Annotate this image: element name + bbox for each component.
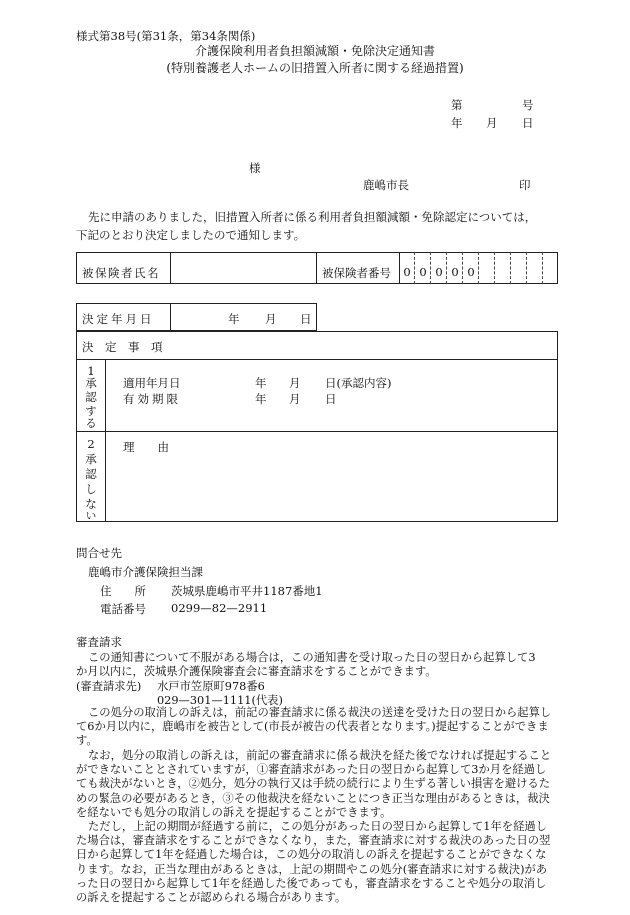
deny-label-char: 承 (85, 452, 97, 466)
contact-heading: 問合せ先 (76, 546, 122, 560)
insured-number-digit: 0 (467, 265, 475, 279)
insured-number-digit: 0 (435, 265, 443, 279)
issue-month: 月 (486, 116, 498, 130)
intro-line-1: 先に申請のありました，旧措置入所者に係る利用者負担額減額・免除認定については， (88, 210, 537, 224)
approve-number: 1 (87, 364, 95, 378)
insured-number-digit: 0 (451, 265, 459, 279)
appeal-p1-line1: この通知書について不服がある場合は，この通知書を受け取った日の翌日から起算して3 (88, 651, 536, 664)
insured-number-digit: 0 (419, 265, 427, 279)
deny-label-char: な (85, 497, 97, 511)
applied-month: 月 (289, 376, 301, 390)
issue-year: 年 (451, 116, 463, 130)
deny-label-char: 認 (85, 467, 97, 481)
valid-period-label: 有効期限 (123, 392, 181, 406)
decision-items-label: 決 定 事 項 (82, 340, 163, 354)
appeal-heading: 審査請求 (76, 635, 122, 649)
contact-office: 鹿嶋市介護保険担当課 (88, 565, 203, 579)
deny-label-char: い (85, 510, 97, 522)
contact-address: 茨城県鹿嶋市平井1187番地1 (171, 584, 323, 598)
approve-label-char: 承 (85, 376, 97, 390)
applied-day-note: 日(承認内容) (325, 376, 392, 390)
appeal-p1-line2: か月以内に，茨城県介護保険審査会に審査請求をすることができます。 (76, 665, 437, 678)
appeal-destination-label: (審査請求先) (76, 680, 142, 693)
deny-number: 2 (87, 437, 95, 451)
issue-number-prefix: 第 (451, 98, 463, 112)
appeal-paragraph-2: この処分の取消しの訴えは，前記の審査請求に係る裁決の送達を受けた日の翌日から起算して6か月以内に，鹿嶋市を被告として(市長が被告の代表者となります。)提起することができます。 (76, 706, 552, 748)
addressee-honorific: 様 (249, 161, 261, 175)
contact-phone-label: 電話番号 (100, 602, 146, 616)
appeal-paragraph-4: ただし，上記の期間が経過する前に，この処分があった日の翌日から起算して1年を経過した場合は，審査請求をすることができなくなり，また，審査請求に対する裁決のあった日の翌日から起算して1年を経過した場合は，この処分の取消しの訴えを提起することができなくなります。なお，正当な理由があるときは，上記の期間やこの処分(審査請求に対する裁決)があった日の翌日から起算して1年を経過した後であっても，審査請求をすることや処分の取消しの訴えを提起することが認められる場合があります。 (76, 820, 551, 905)
decision-date-label: 決定年月日 (82, 312, 155, 326)
appeal-paragraph-3: なお，処分の取消しの訴えは，前記の審査請求に係る裁決を経た後でなければ提起することができないこととされていますが，①審査請求があった日の翌日から起算して3か月を経過しても裁決がないとき，②処分，処分の執行又は手続の続行により生ずる著しい損害を避けるための緊急の必要があるとき，③その他裁決を経ないことにつき正当な理由があるときは，裁決を経ないでも処分の取消しの訴えを提起することができます。 (76, 749, 552, 819)
approve-label-char: 認 (85, 390, 97, 404)
intro-line-2: 下記のとおり決定しましたので通知します。 (76, 228, 306, 242)
deny-label-char: し (85, 482, 97, 496)
applied-year: 年 (255, 376, 267, 390)
insured-name-label: 被保険者氏名 (82, 266, 160, 280)
valid-day: 日 (325, 392, 337, 406)
decision-date-year: 年 (228, 312, 240, 326)
decision-date-month: 月 (265, 312, 277, 326)
form-number: 様式第38号(第31条，第34条関係) (76, 29, 256, 43)
document-title: 介護保険利用者負担額減額・免除決定通知書 (194, 44, 435, 58)
valid-month: 月 (289, 392, 301, 406)
document-subtitle: (特別養護老人ホームの旧措置入所者に関する経過措置) (166, 61, 464, 75)
contact-phone: 0299—82—2911 (171, 601, 268, 615)
applied-date-label: 適用年月日 (123, 376, 181, 390)
insured-number-digit: 0 (403, 265, 411, 279)
insured-number-label: 被保険者番号 (322, 266, 391, 280)
approve-label-char: す (85, 404, 97, 418)
decision-date-day: 日 (300, 312, 312, 326)
seal-mark: 印 (519, 178, 531, 192)
issue-number-suffix: 号 (522, 98, 534, 112)
sender-name: 鹿嶋市長 (363, 178, 409, 192)
appeal-destination-phone: 029—301—1111(代表) (157, 694, 283, 707)
reason-label: 理 由 (123, 440, 169, 454)
valid-year: 年 (255, 392, 267, 406)
approve-label-char: る (85, 416, 97, 430)
issue-day: 日 (522, 116, 534, 130)
contact-address-label: 住 所 (100, 584, 146, 598)
appeal-destination-address: 水戸市笠原町978番6 (157, 680, 265, 693)
